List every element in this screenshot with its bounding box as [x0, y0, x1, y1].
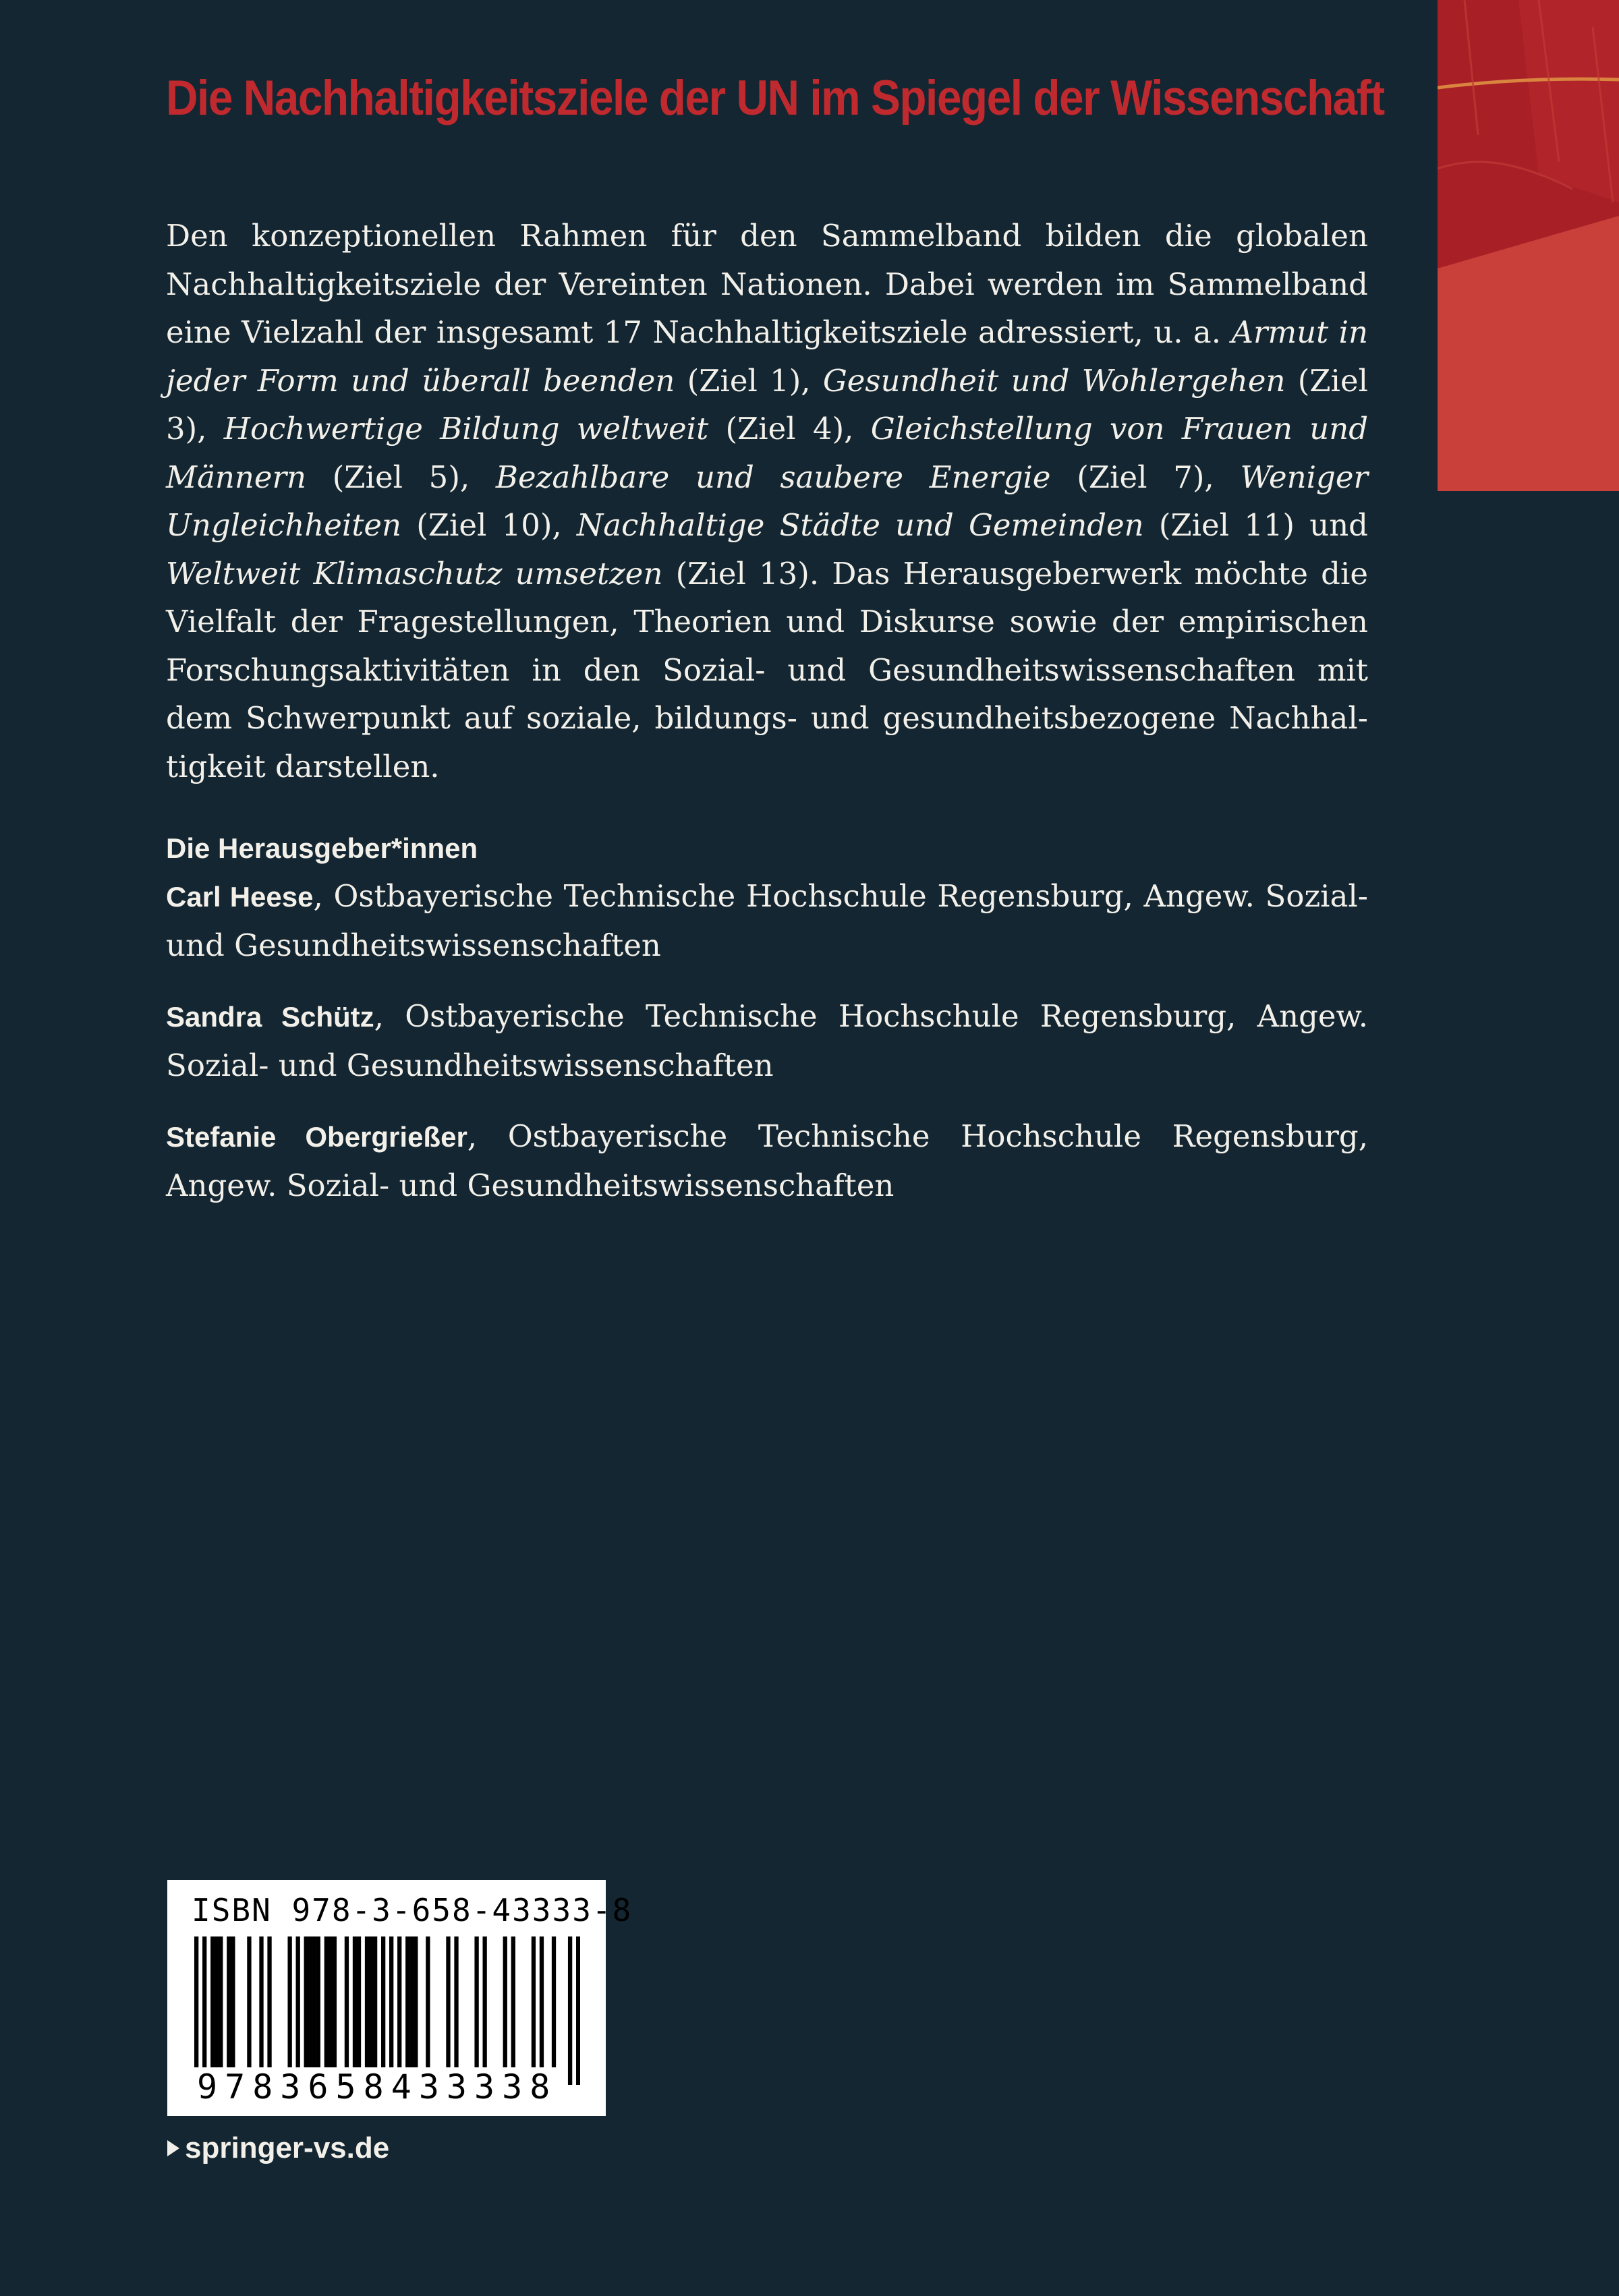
editor-name: Stefanie Obergrießer	[166, 1121, 467, 1153]
publisher-url: springer-vs.de	[185, 2131, 390, 2164]
barcode-bar	[345, 1936, 349, 2085]
barcode-bar	[503, 1936, 507, 2085]
barcode-bar	[446, 1936, 450, 2085]
barcode-bar	[552, 1936, 556, 2085]
isbn-barcode-box	[167, 1880, 633, 2116]
barcode-bar	[219, 1936, 223, 2085]
barcode-bar	[409, 1936, 414, 2085]
barcode-bar	[296, 1936, 300, 2085]
isbn-label: ISBN 978-3-658-43333-8	[192, 1892, 633, 1928]
barcode-bar	[287, 1936, 291, 2085]
editor-affiliation: , Ostbayerische Technische Hochschule Regensburg, Angew. Sozial- und Gesundheitswissenschaften	[166, 998, 1368, 1083]
arrow-right-icon	[167, 2140, 179, 2156]
barcode-bar	[316, 1936, 320, 2085]
description-blurb: Den konzeptionellen Rahmen für den Sammelband bilden die globalen Nachhaltigkeitsziele der Vereinten Nationen. Dabei werden im Sammelband eine Vielzahl der insgesamt 17 Nachhaltigkeitsziele adressiert, u. a. Armut in jeder Form und überall beenden (Ziel 1), Gesundheit und Wohlergehen (Ziel 3), Hochwertige Bildung weltweit (Ziel 4), Gleichstellung von Frauen und Männern (Ziel 5), Bezahlbare und saubere Energie (Ziel 7), Weniger Ungleichheiten (Ziel 10), Nachhaltige Städte und Gemeinden (Ziel 11) und Weltweit Klimaschutz umsetzen (Ziel 13). Das Herausgeberwerk möchte die Vielfalt der Fragestellungen, Theorien und Diskurse sowie der empirischen Forschungsaktivitäten in den Sozial- und Gesundheitswissenschaften mit dem Schwerpunkt auf soziale, bildungs- und gesundheitsbezogene Nachhaltigkeit darstellen.	[166, 218, 1368, 784]
editor-entry	[166, 1112, 1368, 1209]
barcode-bar	[210, 1936, 215, 2085]
barcode-bar	[532, 1936, 536, 2085]
barcode-bar	[215, 1936, 219, 2085]
barcode-bar	[511, 1936, 515, 2085]
barcode-bar	[576, 1936, 580, 2085]
barcode-bar	[405, 1936, 409, 2085]
editor-entry	[166, 872, 1368, 969]
barcode-bar	[247, 1936, 251, 2085]
barcode-bar	[414, 1936, 418, 2085]
editor-affiliation: , Ostbayerische Technische Hochschule Regensburg, Angew. Sozial- und Gesundheitswissenschaften	[166, 1118, 1369, 1203]
barcode-bar	[369, 1936, 373, 2085]
barcode-bar	[308, 1936, 312, 2085]
barcode-bar	[426, 1936, 430, 2085]
barcode	[194, 1936, 580, 2085]
barcode-bar	[373, 1936, 377, 2085]
barcode-bar	[357, 1936, 361, 2085]
editor-entry	[166, 992, 1368, 1089]
editors-heading: Die Herausgeber*innen	[166, 832, 478, 864]
cover-art-corner	[1438, 0, 1619, 491]
publisher-link[interactable]	[167, 2128, 389, 2169]
editors-section	[166, 824, 1368, 1232]
barcode-bar	[324, 1936, 329, 2085]
barcode-bar	[267, 1936, 271, 2085]
barcode-bar	[474, 1936, 478, 2085]
barcode-bar	[259, 1936, 263, 2085]
barcode-bar	[329, 1936, 333, 2085]
barcode-bar	[568, 1936, 572, 2085]
barcode-bar	[540, 1936, 544, 2085]
barcode-bar	[202, 1936, 206, 2085]
barcode-bar	[389, 1936, 393, 2085]
barcode-bar	[482, 1936, 486, 2085]
barcode-bar	[333, 1936, 337, 2085]
barcode-digits: 9783658433338	[193, 2067, 561, 2106]
back-cover-title: Die Nachhaltigkeitsziele der UN im Spiegel der Wissenschaft	[166, 71, 1384, 125]
barcode-bar	[227, 1936, 231, 2085]
barcode-bar	[312, 1936, 316, 2085]
barcode-bar	[397, 1936, 401, 2085]
editor-name: Carl Heese	[166, 881, 314, 913]
barcode-bar	[231, 1936, 235, 2085]
barcode-bar	[353, 1936, 357, 2085]
barcode-bar	[454, 1936, 458, 2085]
editor-affiliation: , Ostbayerische Technische Hochschule Regensburg, Angew. Sozial- und Gesundheitswissenschaften	[166, 878, 1369, 963]
barcode-bar	[304, 1936, 308, 2085]
barcode-bar	[365, 1936, 369, 2085]
barcode-bar	[381, 1936, 385, 2085]
barcode-bar	[194, 1936, 198, 2085]
editor-name: Sandra Schütz	[166, 1001, 374, 1033]
